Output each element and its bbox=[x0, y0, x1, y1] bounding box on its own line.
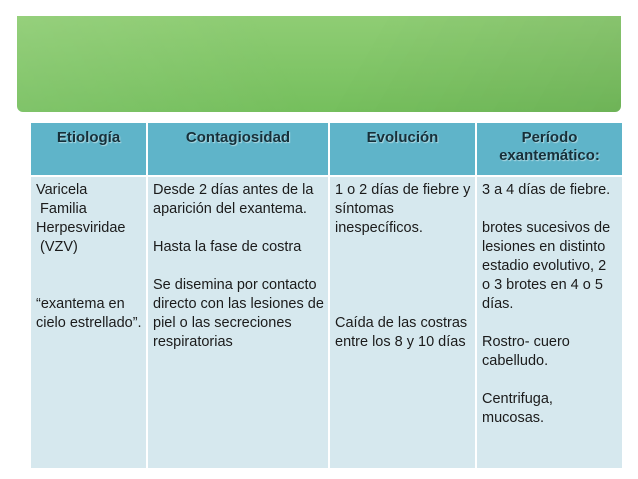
cell-etiologia bbox=[31, 176, 147, 468]
etiologia-line-2: Familia bbox=[36, 201, 87, 217]
evolucion-paragraph-2: Caída de las costras entre los 8 y 10 días bbox=[335, 315, 468, 350]
etiologia-line-1: Varicela bbox=[36, 182, 88, 198]
periodo-paragraph-4: Centrifuga, mucosas. bbox=[482, 391, 553, 426]
cell-periodo bbox=[476, 176, 622, 468]
cell-contagiosidad bbox=[147, 176, 329, 468]
etiologia-quote: “exantema en cielo estrellado”. bbox=[36, 296, 142, 331]
column-header-etiologia: Etiología bbox=[31, 123, 147, 176]
header-band bbox=[17, 16, 621, 112]
contagiosidad-paragraph-1: Desde 2 días antes de la aparición del exantema. bbox=[153, 182, 314, 217]
periodo-paragraph-3: Rostro- cuero cabelludo. bbox=[482, 334, 570, 369]
periodo-paragraph-2: brotes sucesivos de lesiones en distinto estadio evolutivo, 2 o 3 brotes en 4 o 5 días. bbox=[482, 220, 611, 312]
table-row bbox=[31, 176, 622, 468]
data-table bbox=[31, 123, 622, 468]
etiologia-line-3: Herpesviridae bbox=[36, 220, 126, 236]
contagiosidad-paragraph-3: Se disemina por contacto directo con las lesiones de piel o las secreciones respiratorias bbox=[153, 277, 324, 350]
contagiosidad-paragraph-2: Hasta la fase de costra bbox=[153, 239, 302, 255]
periodo-paragraph-1: 3 a 4 días de fiebre. bbox=[482, 182, 611, 198]
column-header-evolucion: Evolución bbox=[329, 123, 476, 176]
column-header-contagiosidad: Contagiosidad bbox=[147, 123, 329, 176]
column-header-periodo: Período exantemático: bbox=[476, 123, 622, 176]
etiologia-line-4: (VZV) bbox=[36, 239, 78, 255]
evolucion-paragraph-1: 1 o 2 días de fiebre y síntomas inespecíficos. bbox=[335, 182, 471, 236]
cell-evolucion bbox=[329, 176, 476, 468]
table-header-row bbox=[31, 123, 622, 176]
